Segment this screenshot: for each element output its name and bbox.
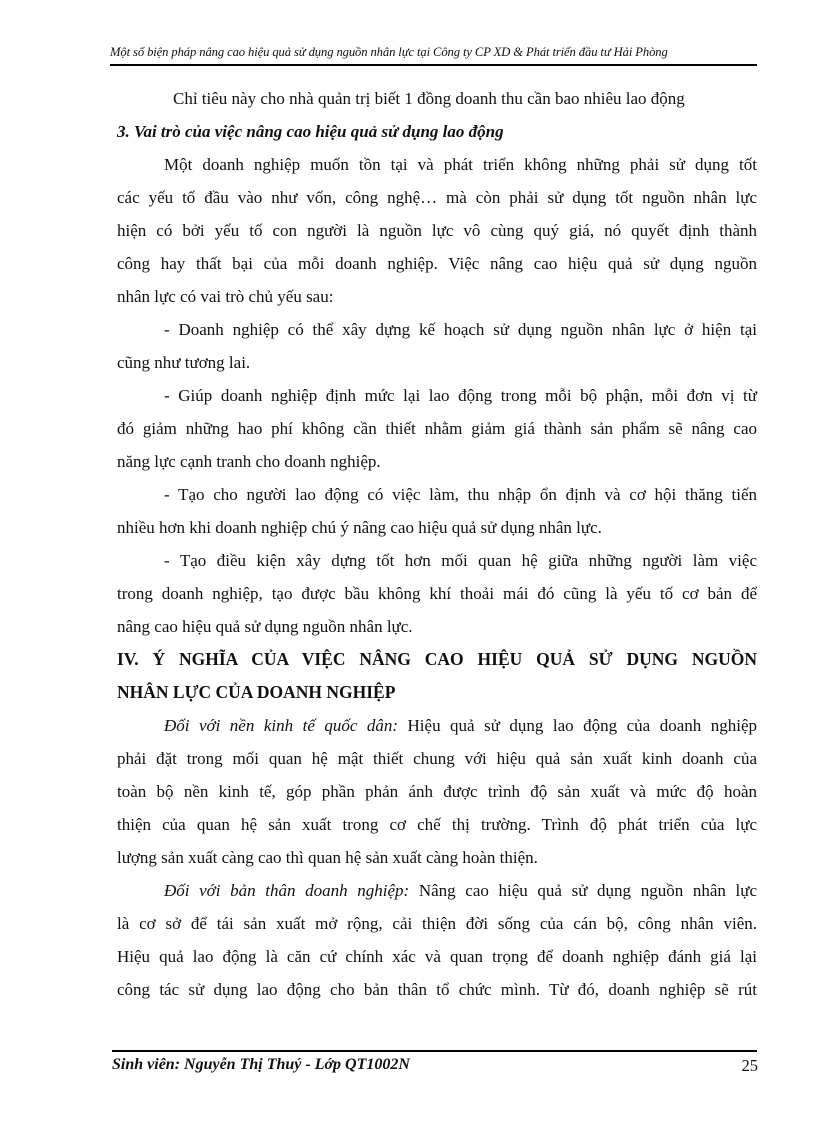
- intro-line: Chỉ tiêu này cho nhà quản trị biết 1 đồng doanh thu cần bao nhiêu lao động: [173, 89, 685, 108]
- paragraph-line: công tác sử dụng lao động cho bản thân tổ chức mình. Từ đó, doanh nghiệp sẽ rút: [117, 980, 757, 999]
- bullet-line: đó giảm những hao phí không cần thiết nhằm giảm giá thành sản phẩm sẽ nâng cao: [117, 419, 757, 438]
- bullet-line: - Giúp doanh nghiệp định mức lại lao động trong mỗi bộ phận, mỗi đơn vị từ: [164, 386, 757, 405]
- italic-label: Đối với nền kinh tế quốc dân:: [164, 716, 399, 735]
- paragraph-line: là cơ sở để tái sản xuất mở rộng, cải thiện đời sống của cán bộ, công nhân viên.: [117, 914, 757, 933]
- bullet-line: nhiều hơn khi doanh nghiệp chú ý nâng cao hiệu quả sử dụng nhân lực.: [117, 518, 602, 537]
- paragraph-line: hiện có bởi yếu tố con người là nguồn lực vô cùng quý giá, nó quyết định thành: [117, 221, 757, 240]
- paragraph-line: [117, 874, 757, 907]
- bullet-line: nâng cao hiệu quả sử dụng nguồn nhân lực.: [117, 617, 413, 636]
- section-4-heading: IV. Ý NGHĨA CỦA VIỆC NÂNG CAO HIỆU QUẢ SỬ DỤNG NGUỒN: [117, 649, 757, 669]
- section-4-heading: NHÂN LỰC CỦA DOANH NGHIỆP: [117, 682, 396, 702]
- page-number: 25: [741, 1056, 758, 1075]
- bullet-line: năng lực cạnh tranh cho doanh nghiệp.: [117, 452, 381, 471]
- bullet-line: - Tạo điều kiện xây dựng tốt hơn mối quan hệ giữa những người làm việc: [164, 551, 757, 570]
- bullet-line: - Doanh nghiệp có thể xây dựng kế hoạch sử dụng nguồn nhân lực ở hiện tại: [164, 320, 757, 339]
- section-3-heading: 3. Vai trò của việc nâng cao hiệu quả sử dụng lao động: [117, 122, 504, 141]
- paragraph-line: phải đặt trong mối quan hệ mật thiết chung với hiệu quả sản xuất kinh doanh của: [117, 749, 757, 768]
- paragraph-line: toàn bộ nền kinh tế, góp phần phản ánh được trình độ sản xuất và mức độ hoàn: [117, 782, 757, 801]
- running-header: Một số biện pháp nâng cao hiệu quả sử dụng nguồn nhân lực tại Công ty CP XD & Phát triển đầu tư Hải Phòng: [110, 45, 668, 59]
- paragraph-line: lượng sản xuất càng cao thì quan hệ sản xuất càng hoàn thiện.: [117, 848, 538, 867]
- footer-rule: [112, 1050, 757, 1052]
- paragraph-line: công hay thất bại của mỗi doanh nghiệp. Việc nâng cao hiệu quả sử dụng nguồn: [117, 254, 757, 273]
- bullet-line: cũng như tương lai.: [117, 353, 251, 372]
- paragraph-line: các yếu tố đầu vào như vốn, công nghệ… mà còn phải sử dụng tốt nguồn nhân lực: [117, 188, 757, 207]
- paragraph-line: Một doanh nghiệp muốn tồn tại và phát triển không những phải sử dụng tốt: [164, 155, 757, 174]
- page-body: [117, 82, 757, 1006]
- paragraph-text: Nâng cao hiệu quả sử dụng nguồn nhân lực: [409, 881, 757, 900]
- paragraph-text: Hiệu quả sử dụng lao động của doanh nghiệp: [398, 716, 757, 735]
- italic-label: Đối với bản thân doanh nghiệp:: [164, 881, 410, 900]
- paragraph-line: thiện của quan hệ sản xuất trong cơ chế thị trường. Trình độ phát triển của lực: [117, 815, 757, 834]
- paragraph-line: Hiệu quả lao động là căn cứ chính xác và quan trọng để doanh nghiệp đánh giá lại: [117, 947, 757, 966]
- header-rule: [110, 64, 757, 66]
- footer-student: Sinh viên: Nguyễn Thị Thuý - Lớp QT1002N: [112, 1056, 410, 1073]
- paragraph-line: nhân lực có vai trò chủ yếu sau:: [117, 287, 334, 306]
- bullet-line: - Tạo cho người lao động có việc làm, thu nhập ổn định và cơ hội thăng tiến: [164, 485, 757, 504]
- paragraph-line: [117, 709, 757, 742]
- bullet-line: trong doanh nghiệp, tạo được bầu không khí thoải mái đó cũng là yếu tố cơ bản để: [117, 584, 757, 603]
